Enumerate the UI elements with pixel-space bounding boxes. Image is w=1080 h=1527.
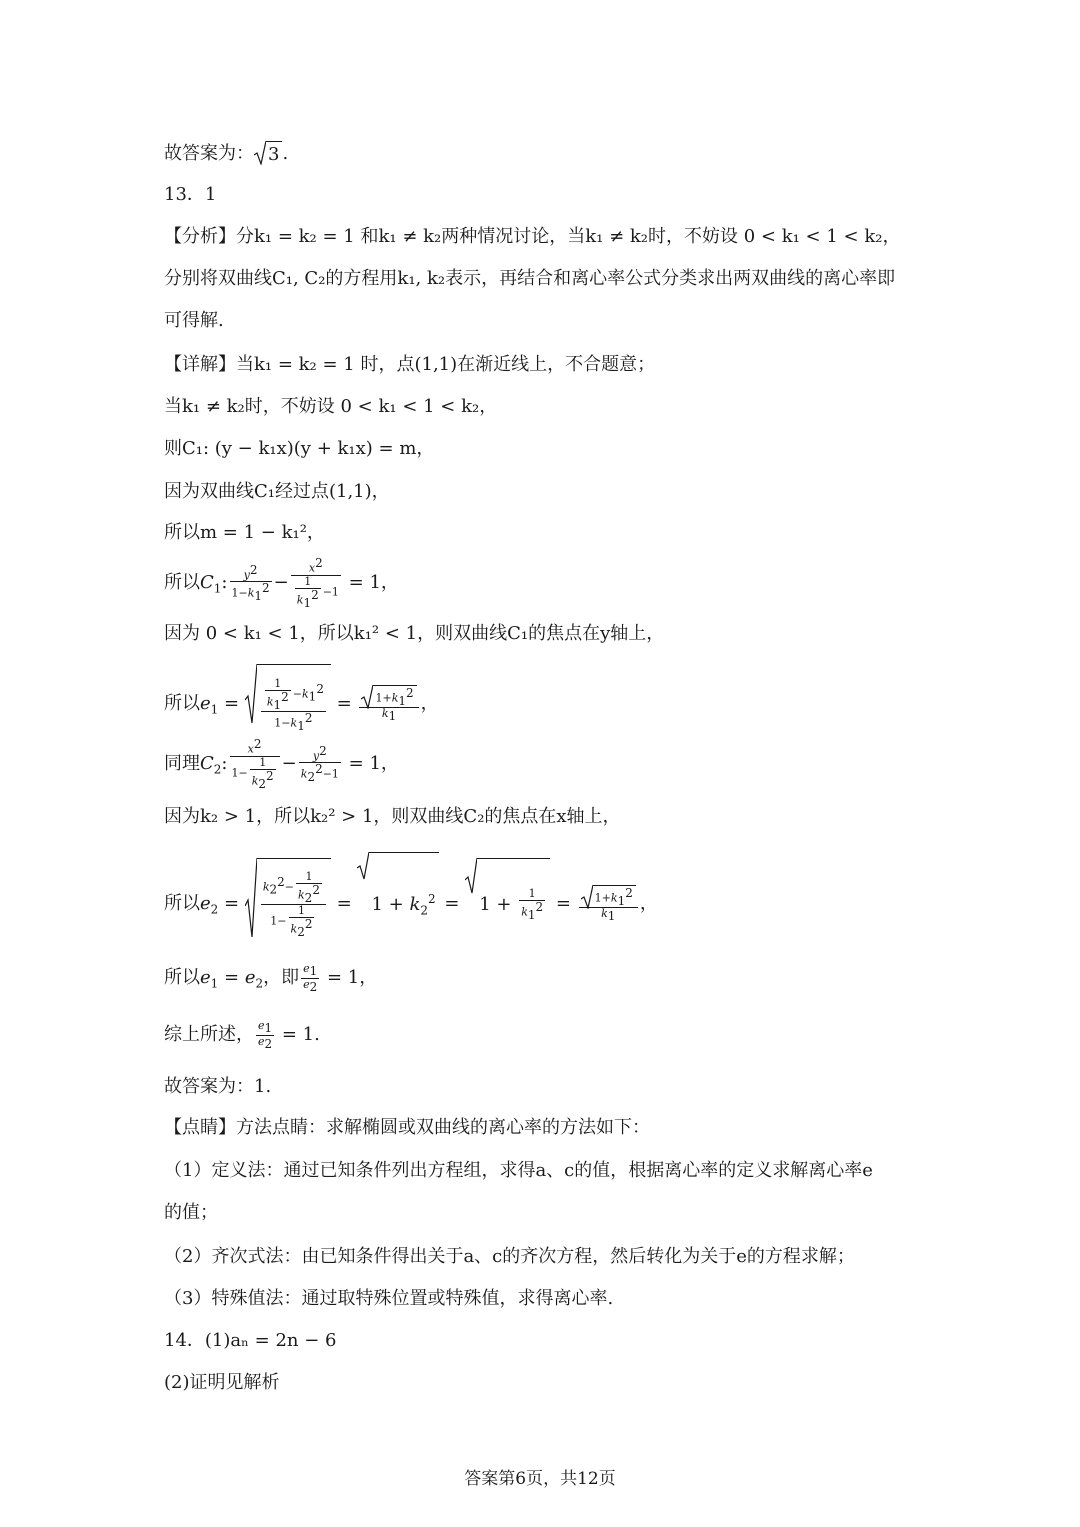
e1-equation: 所以$e_1$ = $\frac{1}{k_1^2}$ $-k_1^2$ $1-k_1^2$ = $\frac{1+k_1^2}{k_1}$ ， [164,664,439,742]
answer-line-12: 故答案为： 3 . [164,143,289,165]
tip-item-1: （1）定义法：通过已知条件列出方程组，求得a、c的值，根据离心率的定义求解离心率e [164,1160,873,1181]
summary-line: 综上所述， $\frac{e_1}{e_2}$ = 1. [164,1019,320,1051]
page-footer: 答案第6页，共12页 [464,1469,616,1489]
c2-equation: 同理$C_2$: $x^2$ 1− $\frac{1}{k_2^2}$ − $\frac{y^2}{k_2^2-1}$ = 1， [164,737,399,791]
analysis-line-1: 【分析】分k₁ = k₂ = 1 和k₁ ≠ k₂两种情况讨论，当k₁ ≠ k₂时，不妨设 0 < k₁ < 1 < k₂， [164,226,901,247]
analysis-line-2: 分别将双曲线C₁, C₂的方程用k₁, k₂表示，再结合和离心率公式分类求出两双曲线的离心率即 [164,268,896,289]
detail-line-7: 因为 0 < k₁ < 1，所以k₁² < 1，则双曲线C₁的焦点在y轴上， [164,623,665,644]
analysis-line-3: 可得解. [164,310,224,331]
tip-item-2: （2）齐次式法：由已知条件得出关于a、c的齐次方程，然后转化为关于e的方程求解； [164,1246,855,1267]
detail-line-1: 【详解】当k₁ = k₂ = 1 时，点(1,1)在渐近线上，不合题意； [164,354,656,375]
question-14-part-1: 14．(1)aₙ = 2n − 6 [164,1330,337,1351]
detail-line-10: 因为k₂ > 1，所以k₂² > 1，则双曲线C₂的焦点在x轴上， [164,806,621,827]
detail-line-5: 所以m = 1 − k₁²， [164,522,325,543]
answer-line-13: 故答案为：1. [164,1076,272,1097]
question-14-part-2: (2)证明见解析 [164,1372,280,1393]
e1-equals-e2: 所以$e_1 = e_2$，即 $\frac{e_1}{e_2}$ = 1， [164,962,378,994]
tip-heading: 【点睛】方法点睛：求解椭圆或双曲线的离心率的方法如下： [164,1117,650,1138]
c1-equation: 所以$C_1$: $\frac{y^2}{1-k_1^2}$ − $x^2$ $\frac{1}{k_1^2}$ −1 = 1， [164,556,399,610]
question-13-number: 13．1 [164,184,217,205]
detail-line-3: 则C₁: (y − k₁x)(y + k₁x) = m， [164,438,435,459]
detail-line-4: 因为双曲线C₁经过点(1,1)， [164,481,390,502]
detail-line-2: 当k₁ ≠ k₂时，不妨设 0 < k₁ < 1 < k₂， [164,396,498,417]
e2-equation: 所以$e_2$ = $k_2^2-$ $\frac{1}{k_2^2}$ 1− $\frac{1}{k_2^2}$ = $1 + k_2^2$ = 1 + $\frac{1}{k_1^2}$ = $\frac{1+k_1^2}{k_1}$ ， [164,852,658,942]
tip-item-3: （3）特殊值法：通过取特殊位置或特殊值，求得离心率. [164,1288,614,1309]
tip-item-1-cont: 的值； [164,1202,218,1223]
